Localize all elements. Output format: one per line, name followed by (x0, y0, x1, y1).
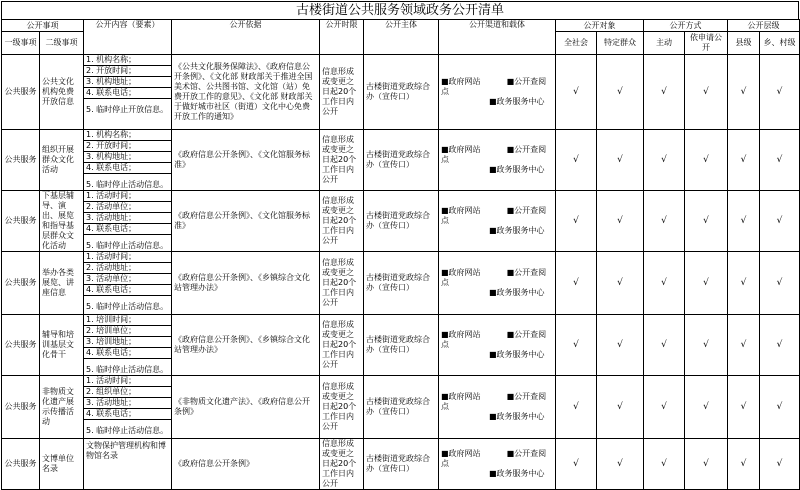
header-gongkai-fangshi: 公开方式 (644, 20, 728, 32)
check-mark: √ (760, 439, 800, 490)
level2-cell: 公共文化机构免费开放信息 (40, 55, 84, 130)
check-mark: √ (728, 252, 760, 315)
header-gongkai-yiju: 公开依据 (172, 20, 320, 55)
content-item: 4. 联系电话； (84, 348, 171, 359)
channel-reading-point: ■公开查阅点 (441, 145, 547, 164)
channel-reading-point: ■公开查阅点 (441, 268, 547, 287)
content-item: 2. 培训单位； (84, 326, 171, 337)
check-mark: √ (760, 130, 800, 191)
time-limit-cell: 信息形成或变更之日起20个工作日内公开 (320, 315, 364, 376)
content-item: 文物保护管理机构和博物馆名录 (86, 441, 166, 460)
subject-cell: 古楼街道党政综合办（宣传口） (364, 315, 439, 376)
content-item: 2. 开放时间； (84, 141, 171, 152)
content-item: 4. 联系电话； (84, 285, 171, 296)
check-mark: √ (685, 55, 728, 130)
disclosure-sheet (1, 1, 799, 488)
header-tedingqunzhong: 特定群众 (597, 32, 644, 55)
check-mark: √ (728, 191, 760, 252)
check-mark: √ (760, 55, 800, 130)
content-cell (84, 191, 172, 252)
check-mark: √ (644, 191, 685, 252)
check-mark: √ (644, 130, 685, 191)
content-item: 1. 活动时间； (84, 376, 171, 387)
level2-cell: 非物质文化遗产展示传播活动 (40, 376, 84, 439)
channel-website: ■政府网站 (441, 206, 481, 215)
content-cell (84, 315, 172, 376)
level2-cell: 下基层辅导、演出、展览和指导基层群众文化活动 (40, 191, 84, 252)
content-item: 5. 临时停止活动信息。 (86, 426, 169, 435)
content-item: 1. 活动时间； (84, 252, 171, 263)
check-mark: √ (760, 252, 800, 315)
check-mark: √ (597, 252, 644, 315)
subject-cell: 古楼街道党政综合办（宣传口） (364, 55, 439, 130)
channel-reading-point: ■公开查阅点 (441, 392, 547, 411)
level2-cell: 文博单位名录 (40, 439, 84, 490)
check-mark: √ (597, 315, 644, 376)
channel-reading-point: ■公开查阅点 (441, 330, 547, 349)
content-item: 3. 机构地址； (84, 77, 171, 88)
content-cell (84, 252, 172, 315)
check-mark: √ (556, 376, 597, 439)
sheet-title: 古楼街道公共服务领域政务公开清单 (1, 1, 799, 19)
time-limit-cell: 信息形成或变更之日起20个工作日内公开 (320, 376, 364, 439)
check-mark: √ (760, 315, 800, 376)
header-xianji: 县级 (728, 32, 760, 55)
subject-cell: 古楼街道党政综合办（宣传口） (364, 439, 439, 490)
channel-service-center: ■政务服务中心 (489, 350, 545, 359)
header-erji: 二级事项 (40, 32, 84, 55)
basis-cell: 《政府信息公开条例》、《文化馆服务标准》 (172, 130, 320, 191)
header-gongkai-neirong: 公开内容（要素） (84, 20, 172, 55)
check-mark: √ (556, 252, 597, 315)
channel-cell (439, 252, 556, 315)
check-mark: √ (597, 130, 644, 191)
content-item: 4. 联系电话； (84, 163, 171, 174)
content-item: 5. 临时停止开放信息。 (86, 105, 169, 114)
check-mark: √ (728, 55, 760, 130)
channel-service-center: ■政务服务中心 (489, 412, 545, 421)
time-limit-cell: 信息形成或变更之日起20个工作日内公开 (320, 55, 364, 130)
basis-cell: 《非物质文化遗产法》、《政府信息公开条例》 (172, 376, 320, 439)
check-mark: √ (644, 55, 685, 130)
content-cell (84, 55, 172, 130)
table-row (2, 55, 800, 130)
channel-website: ■政府网站 (441, 145, 481, 154)
check-mark: √ (644, 376, 685, 439)
subject-cell: 古楼街道党政综合办（宣传口） (364, 191, 439, 252)
time-limit-cell: 信息形成或变更之日起20个工作日内公开 (320, 191, 364, 252)
content-item: 3. 活动地址； (84, 213, 171, 224)
header-gongkai-duixiang: 公开对象 (556, 20, 644, 32)
check-mark: √ (760, 376, 800, 439)
level1-cell: 公共服务 (2, 315, 40, 376)
content-item: 3. 活动地址； (84, 398, 171, 409)
check-mark: √ (556, 55, 597, 130)
check-mark: √ (556, 439, 597, 490)
check-mark: √ (728, 130, 760, 191)
basis-cell: 《政府信息公开条例》、《乡镇综合文化站管理办法》 (172, 252, 320, 315)
check-mark: √ (597, 55, 644, 130)
content-item: 1. 培训时间； (84, 315, 171, 326)
header-row-1 (2, 20, 800, 32)
check-mark: √ (685, 439, 728, 490)
header-yishenqing: 依申请公开 (685, 32, 728, 55)
check-mark: √ (597, 439, 644, 490)
check-mark: √ (644, 439, 685, 490)
check-mark: √ (728, 315, 760, 376)
channel-reading-point: ■公开查阅点 (441, 449, 547, 468)
check-mark: √ (597, 191, 644, 252)
table-row (2, 376, 800, 439)
content-cell (84, 130, 172, 191)
channel-cell (439, 439, 556, 490)
channel-website: ■政府网站 (441, 77, 481, 86)
content-item: 4. 联系电话； (84, 409, 171, 420)
header-gongkai-qudao: 公开渠道和载体 (439, 20, 556, 55)
content-item: 3. 活动单位； (84, 274, 171, 285)
channel-website: ■政府网站 (441, 268, 481, 277)
channel-service-center: ■政务服务中心 (489, 226, 545, 235)
content-item: 2. 组织单位； (84, 387, 171, 398)
content-item: 2. 开放时间； (84, 66, 171, 77)
channel-reading-point: ■公开查阅点 (441, 77, 547, 96)
channel-cell (439, 315, 556, 376)
channel-cell (439, 55, 556, 130)
header-gongkai-shixiang: 公开事项 (2, 20, 84, 32)
check-mark: √ (685, 252, 728, 315)
level1-cell: 公共服务 (2, 439, 40, 490)
level2-cell: 举办各类展览、讲座信息 (40, 252, 84, 315)
content-item: 5. 临时停止活动信息。 (86, 302, 169, 311)
level2-cell: 组织开展群众文化活动 (40, 130, 84, 191)
disclosure-table (1, 19, 800, 490)
header-gongkai-cengji: 公开层级 (728, 20, 800, 32)
header-quanshehui: 全社会 (556, 32, 597, 55)
content-item: 2. 活动地址； (84, 263, 171, 274)
content-cell (84, 439, 172, 490)
basis-cell: 《公共文化服务保障法》、《政府信息公开条例》、《文化部 财政部关于推进全国美术馆、公共图书馆、文化馆（站）免费开放工作的意见》、《文化部 财政部关于做好城市社区（街道）文化中心免费开放工作的通知》 (172, 55, 320, 130)
content-item: 3. 机构地址； (84, 152, 171, 163)
table-row (2, 130, 800, 191)
content-item: 3. 培训地址； (84, 337, 171, 348)
check-mark: √ (760, 191, 800, 252)
channel-website: ■政府网站 (441, 392, 481, 401)
header-zhudong: 主动 (644, 32, 685, 55)
check-mark: √ (644, 252, 685, 315)
subject-cell: 古楼街道党政综合办（宣传口） (364, 252, 439, 315)
check-mark: √ (556, 315, 597, 376)
channel-website: ■政府网站 (441, 330, 481, 339)
channel-service-center: ■政务服务中心 (489, 97, 545, 106)
content-item: 1. 机构名称； (84, 130, 171, 141)
time-limit-cell: 信息形成或变更之日起20个工作日内公开 (320, 252, 364, 315)
header-gongkai-shixian: 公开时限 (320, 20, 364, 55)
time-limit-cell: 信息形成或变更之日起20个工作日内公开 (320, 439, 364, 490)
check-mark: √ (685, 376, 728, 439)
level1-cell: 公共服务 (2, 376, 40, 439)
content-item: 5. 临时停止活动信息。 (86, 241, 169, 250)
level1-cell: 公共服务 (2, 55, 40, 130)
table-row (2, 252, 800, 315)
check-mark: √ (685, 191, 728, 252)
basis-cell: 《政府信息公开条例》、《文化馆服务标准》 (172, 191, 320, 252)
content-item: 4. 联系电话； (84, 224, 171, 235)
channel-service-center: ■政务服务中心 (489, 469, 545, 478)
header-yiji: 一级事项 (2, 32, 40, 55)
header-xiangcunji: 乡、村级 (760, 32, 800, 55)
table-row (2, 439, 800, 490)
content-item: 5. 临时停止活动信息。 (86, 365, 169, 374)
channel-website: ■政府网站 (441, 449, 481, 458)
channel-reading-point: ■公开查阅点 (441, 206, 547, 225)
check-mark: √ (556, 130, 597, 191)
check-mark: √ (728, 439, 760, 490)
table-row (2, 191, 800, 252)
channel-service-center: ■政务服务中心 (489, 165, 545, 174)
check-mark: √ (556, 191, 597, 252)
header-gongkai-zhuti: 公开主体 (364, 20, 439, 55)
channel-cell (439, 130, 556, 191)
level1-cell: 公共服务 (2, 191, 40, 252)
content-item: 1. 活动时间； (84, 191, 171, 202)
table-body (2, 55, 800, 490)
basis-cell: 《政府信息公开条例》、《乡镇综合文化站管理办法》 (172, 315, 320, 376)
check-mark: √ (597, 376, 644, 439)
content-cell (84, 376, 172, 439)
channel-cell (439, 376, 556, 439)
check-mark: √ (685, 315, 728, 376)
content-item: 2. 活动单位； (84, 202, 171, 213)
channel-service-center: ■政务服务中心 (489, 288, 545, 297)
check-mark: √ (728, 376, 760, 439)
channel-cell (439, 191, 556, 252)
content-item: 5. 临时停止活动信息。 (86, 180, 169, 189)
content-item: 4. 联系电话； (84, 88, 171, 99)
time-limit-cell: 信息形成或变更之日起20个工作日内公开 (320, 130, 364, 191)
basis-cell: 《政府信息公开条例》 (172, 439, 320, 490)
subject-cell: 古楼街道党政综合办（宣传口） (364, 130, 439, 191)
content-item: 1. 机构名称； (84, 55, 171, 66)
check-mark: √ (644, 315, 685, 376)
check-mark: √ (685, 130, 728, 191)
table-row (2, 315, 800, 376)
level2-cell: 辅导和培训基层文化骨干 (40, 315, 84, 376)
level1-cell: 公共服务 (2, 130, 40, 191)
level1-cell: 公共服务 (2, 252, 40, 315)
subject-cell: 古楼街道党政综合办（宣传口） (364, 376, 439, 439)
